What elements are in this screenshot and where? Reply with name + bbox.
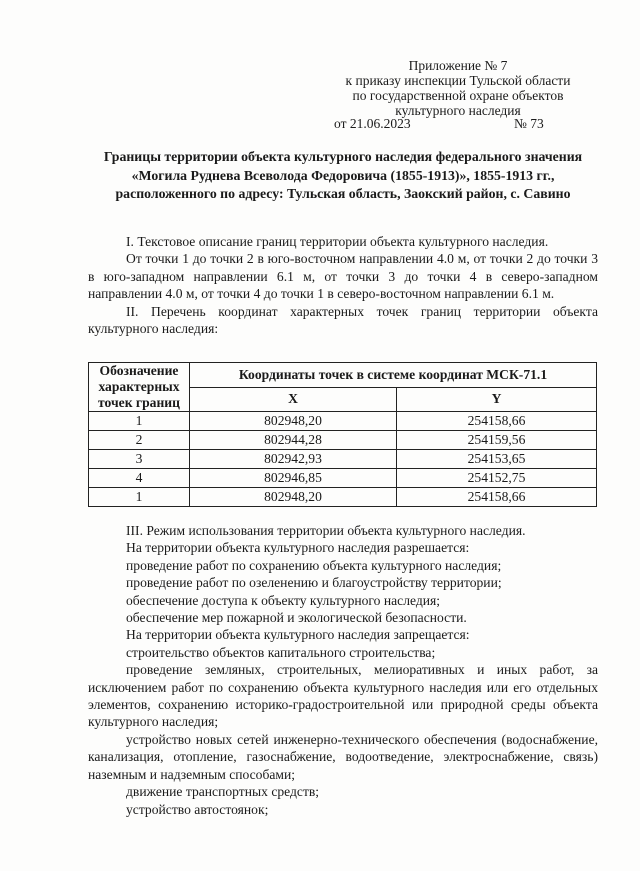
col-header-y: Y [397, 387, 597, 412]
cell-y: 254152,75 [397, 469, 597, 488]
col-header-points: Обозначение характерных точек границ [89, 363, 190, 412]
appendix-header [322, 58, 594, 118]
cell-y: 254158,66 [397, 412, 597, 431]
forbidden-item: устройство автостоянок; [126, 801, 269, 817]
cell-point: 1 [89, 488, 190, 507]
col-header-coords: Координаты точек в системе координат МСК-71.1 [190, 363, 597, 388]
forbidden-item: движение транспортных средств; [126, 784, 320, 800]
document-title: Границы территории объекта культурного наследия федерального значения «Могила Руднева Всеволода Федоровича (1855-1913)», 1855-1913 гг., расположенного по адресу: Тульская область, Заокский район, с. Савино [103, 149, 583, 201]
table-row [89, 431, 597, 450]
forbidden-intro: На территории объекта культурного наследия запрещается: [126, 627, 470, 643]
cell-x: 802948,20 [190, 412, 397, 431]
appendix-line: по государственной охране объектов [352, 88, 564, 103]
cell-point: 2 [89, 431, 190, 450]
table-row [89, 469, 597, 488]
cell-y: 254158,66 [397, 488, 597, 507]
cell-x: 802948,20 [190, 488, 397, 507]
cell-y: 254159,56 [397, 431, 597, 450]
table-row [89, 412, 597, 431]
forbidden-item: проведение земляных, строительных, мелиоративных и иных работ, за исключением работ по сохранению объекта культурного наследия или его отдельных элементов, сохранению историко-градостроительной или природной среды объекта культурного наследия; [88, 662, 598, 730]
appendix-line: Приложение № 7 [408, 58, 508, 73]
allowed-item: обеспечение доступа к объекту культурного наследия; [126, 592, 441, 608]
section-1-heading: I. Текстовое описание границ территории объекта культурного наследия. [126, 234, 549, 249]
order-date-line [334, 116, 574, 132]
cell-point: 4 [89, 469, 190, 488]
cell-x: 802942,93 [190, 450, 397, 469]
appendix-line: к приказу инспекции Тульской области [345, 73, 571, 88]
section-1-text: От точки 1 до точки 2 в юго-восточном направлении 4.0 м, от точки 2 до точки 3 в юго-западном направлении 6.1 м, от точки 3 до точки 4 в северо-западном направлении 4.0 м, от точки 4 до точки 1 в северо-восточном направлении 6.1 м. [88, 251, 598, 302]
coordinates-table [88, 362, 597, 507]
appendix-line: культурного наследия [395, 103, 521, 118]
section-3 [88, 522, 598, 818]
cell-x: 802946,85 [190, 469, 397, 488]
table-row [89, 450, 597, 469]
section-1-2 [88, 233, 598, 337]
section-3-heading: III. Режим использования территории объекта культурного наследия. [126, 523, 526, 538]
forbidden-item: устройство новых сетей инженерно-технического обеспечения (водоснабжение, канализация, отопление, газоснабжение, водоотведение, электроснабжение, связь) наземным и надземным способами; [88, 731, 598, 782]
cell-point: 1 [89, 412, 190, 431]
forbidden-item: строительство объектов капитального строительства; [126, 644, 436, 660]
cell-x: 802944,28 [190, 431, 397, 450]
allowed-item: проведение работ по сохранению объекта культурного наследия; [126, 557, 502, 573]
allowed-item: обеспечение мер пожарной и экологической безопасности. [126, 610, 467, 626]
order-number: № 73 [514, 116, 544, 131]
cell-point: 3 [89, 450, 190, 469]
allowed-intro: На территории объекта культурного наследия разрешается: [126, 540, 470, 556]
section-2-heading: II. Перечень координат характерных точек границ территории объекта культурного наследия: [88, 303, 598, 337]
cell-y: 254153,65 [397, 450, 597, 469]
allowed-item: проведение работ по озеленению и благоустройству территории; [126, 575, 502, 591]
table-row [89, 488, 597, 507]
order-date: от 21.06.2023 [334, 116, 411, 131]
col-header-x: X [190, 387, 397, 412]
